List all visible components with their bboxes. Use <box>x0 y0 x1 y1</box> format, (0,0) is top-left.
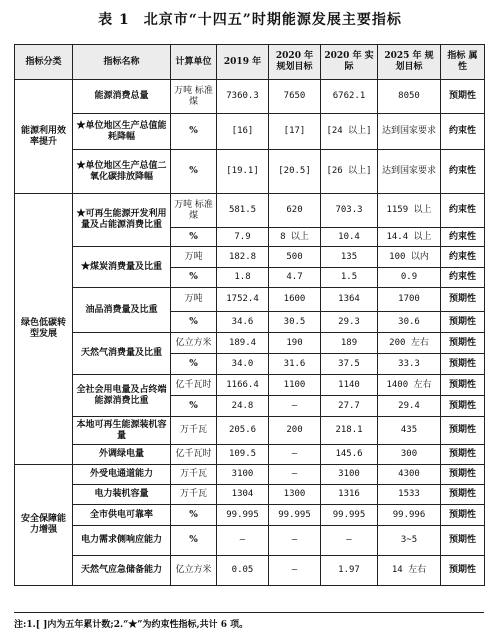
row-attr: 预期性 <box>441 445 485 465</box>
row-2020-actual: 1.5 <box>321 268 378 288</box>
row-unit: % <box>171 526 217 556</box>
row-name: ★单位地区生产总值二氧化碳排放降幅 <box>73 150 171 194</box>
row-2019: 1166.4 <box>217 375 269 396</box>
row-name: 全市供电可靠率 <box>73 505 171 526</box>
row-attr: 预期性 <box>441 375 485 396</box>
row-2020-actual: 3100 <box>321 465 378 485</box>
row-attr: 约束性 <box>441 114 485 150</box>
row-unit: % <box>171 354 217 375</box>
table-row <box>15 150 485 194</box>
table-title <box>0 9 500 29</box>
table-row <box>15 114 485 150</box>
category-efficiency: 能源利用效率提升 <box>15 80 73 194</box>
table-row <box>15 526 485 556</box>
row-2020-actual: 37.5 <box>321 354 378 375</box>
row-attr: 预期性 <box>441 80 485 114</box>
row-2019: 182.8 <box>217 247 269 268</box>
table-row <box>15 417 485 445</box>
row-2020-plan: 1100 <box>269 375 321 396</box>
row-2025-target: 1533 <box>378 485 441 505</box>
row-2020-actual: 703.3 <box>321 194 378 228</box>
row-2019: 99.995 <box>217 505 269 526</box>
table-title-text: 北京市“十四五”时期能源发展主要指标 <box>143 12 402 28</box>
row-2020-actual: 29.3 <box>321 312 378 333</box>
row-2020-plan: — <box>269 445 321 465</box>
row-unit: % <box>171 114 217 150</box>
row-attr: 预期性 <box>441 556 485 586</box>
row-2020-actual: [26 以上] <box>321 150 378 194</box>
row-2025-target: 33.3 <box>378 354 441 375</box>
row-unit: % <box>171 228 217 247</box>
row-2020-actual: 1140 <box>321 375 378 396</box>
row-name: ★单位地区生产总值能耗降幅 <box>73 114 171 150</box>
indicator-table <box>14 44 485 586</box>
row-unit: 亿千瓦时 <box>171 445 217 465</box>
table-number: 表 1 <box>98 12 130 28</box>
table-row <box>15 485 485 505</box>
row-2020-plan: 1600 <box>269 288 321 312</box>
row-2020-actual: 6762.1 <box>321 80 378 114</box>
table-row <box>15 247 485 268</box>
table-row <box>15 556 485 586</box>
row-name: 外受电通道能力 <box>73 465 171 485</box>
table-row <box>15 333 485 354</box>
row-attr: 预期性 <box>441 312 485 333</box>
row-unit: % <box>171 150 217 194</box>
row-2019: 7360.3 <box>217 80 269 114</box>
row-attr: 预期性 <box>441 417 485 445</box>
row-attr: 预期性 <box>441 354 485 375</box>
row-name: 本地可再生能源装机容量 <box>73 417 171 445</box>
row-name: 油品消费量及比重 <box>73 288 171 333</box>
row-2020-actual: 99.995 <box>321 505 378 526</box>
row-2025-target: 1400 左右 <box>378 375 441 396</box>
row-2025-target: 435 <box>378 417 441 445</box>
row-2020-plan: — <box>269 526 321 556</box>
row-2019: 1752.4 <box>217 288 269 312</box>
row-2020-actual: 1364 <box>321 288 378 312</box>
header-unit: 计算单位 <box>171 45 217 80</box>
row-name: 电力需求侧响应能力 <box>73 526 171 556</box>
row-unit: 亿千瓦时 <box>171 375 217 396</box>
row-unit: 万千瓦 <box>171 417 217 445</box>
table-row <box>15 80 485 114</box>
row-name: 全社会用电量及占终端能源消费比重 <box>73 375 171 417</box>
row-2025-target: 0.9 <box>378 268 441 288</box>
row-2020-plan: 200 <box>269 417 321 445</box>
row-unit: % <box>171 505 217 526</box>
row-2020-plan: 7650 <box>269 80 321 114</box>
row-attr: 预期性 <box>441 333 485 354</box>
row-2019: 205.6 <box>217 417 269 445</box>
row-2020-plan: — <box>269 396 321 417</box>
row-2020-plan: 8 以上 <box>269 228 321 247</box>
row-unit: 万吨 <box>171 288 217 312</box>
header-attr: 指标 属性 <box>441 45 485 80</box>
row-attr: 预期性 <box>441 526 485 556</box>
row-2025-target: 14 左右 <box>378 556 441 586</box>
row-2020-plan: 4.7 <box>269 268 321 288</box>
row-2020-actual: — <box>321 526 378 556</box>
row-name: ★煤炭消费量及比重 <box>73 247 171 288</box>
row-2020-actual: 1.97 <box>321 556 378 586</box>
table-row <box>15 465 485 485</box>
header-name: 指标名称 <box>73 45 171 80</box>
row-attr: 约束性 <box>441 194 485 228</box>
row-2020-actual: 135 <box>321 247 378 268</box>
category-security: 安全保障能力增强 <box>15 465 73 586</box>
row-2025-target: 100 以内 <box>378 247 441 268</box>
row-2025-target: 300 <box>378 445 441 465</box>
row-unit: 万吨 标准煤 <box>171 194 217 228</box>
row-2019: 7.9 <box>217 228 269 247</box>
table-note: 注:1.[ ]内为五年累计数;2.“★”为约束性指标,共计 6 项。 <box>14 612 484 630</box>
row-2025-target: 1159 以上 <box>378 194 441 228</box>
row-2020-plan: — <box>269 465 321 485</box>
row-2025-target: 达到国家要求 <box>378 150 441 194</box>
row-attr: 约束性 <box>441 268 485 288</box>
row-2019: 3100 <box>217 465 269 485</box>
row-2020-plan: [17] <box>269 114 321 150</box>
row-2025-target: 200 左右 <box>378 333 441 354</box>
row-2020-plan: [20.5] <box>269 150 321 194</box>
row-2020-actual: 1316 <box>321 485 378 505</box>
row-name: 外调绿电量 <box>73 445 171 465</box>
row-2025-target: 1700 <box>378 288 441 312</box>
row-name: 天然气消费量及比重 <box>73 333 171 375</box>
row-2019: 1.8 <box>217 268 269 288</box>
row-2025-target: 99.996 <box>378 505 441 526</box>
row-2025-target: 14.4 以上 <box>378 228 441 247</box>
row-2025-target: 3~5 <box>378 526 441 556</box>
row-2020-plan: — <box>269 556 321 586</box>
table-header-row <box>15 45 485 80</box>
header-2020-plan: 2020 年 规划目标 <box>269 45 321 80</box>
row-2019: 109.5 <box>217 445 269 465</box>
row-2020-actual: 145.6 <box>321 445 378 465</box>
table-row <box>15 288 485 312</box>
row-2019: [16] <box>217 114 269 150</box>
row-name: 天然气应急储备能力 <box>73 556 171 586</box>
row-unit: 万千瓦 <box>171 485 217 505</box>
header-2020-actual: 2020 年 实际 <box>321 45 378 80</box>
row-2019: 34.6 <box>217 312 269 333</box>
row-2019: 1304 <box>217 485 269 505</box>
table-row <box>15 445 485 465</box>
row-unit: % <box>171 268 217 288</box>
row-unit: 亿立方米 <box>171 333 217 354</box>
row-2020-actual: [24 以上] <box>321 114 378 150</box>
row-2019: 0.05 <box>217 556 269 586</box>
category-green: 绿色低碳转型发展 <box>15 194 73 465</box>
header-2025-target: 2025 年 规划目标 <box>378 45 441 80</box>
header-category: 指标分类 <box>15 45 73 80</box>
row-unit: % <box>171 312 217 333</box>
row-2025-target: 8050 <box>378 80 441 114</box>
row-attr: 预期性 <box>441 465 485 485</box>
row-2020-plan: 1300 <box>269 485 321 505</box>
row-unit: 亿立方米 <box>171 556 217 586</box>
row-2020-plan: 99.995 <box>269 505 321 526</box>
row-2020-plan: 190 <box>269 333 321 354</box>
row-2020-plan: 30.5 <box>269 312 321 333</box>
row-2019: 581.5 <box>217 194 269 228</box>
row-attr: 约束性 <box>441 228 485 247</box>
row-2019: — <box>217 526 269 556</box>
row-2020-actual: 218.1 <box>321 417 378 445</box>
row-name: 能源消费总量 <box>73 80 171 114</box>
row-2020-plan: 620 <box>269 194 321 228</box>
header-2019: 2019 年 <box>217 45 269 80</box>
row-unit: % <box>171 396 217 417</box>
row-attr: 约束性 <box>441 150 485 194</box>
row-unit: 万吨 标准煤 <box>171 80 217 114</box>
table-row <box>15 375 485 396</box>
row-2019: [19.1] <box>217 150 269 194</box>
row-2020-actual: 27.7 <box>321 396 378 417</box>
row-2020-plan: 500 <box>269 247 321 268</box>
row-2025-target: 达到国家要求 <box>378 114 441 150</box>
row-name: ★可再生能源开发利用量及占能源消费比重 <box>73 194 171 247</box>
row-attr: 约束性 <box>441 247 485 268</box>
table-row <box>15 505 485 526</box>
row-2020-actual: 189 <box>321 333 378 354</box>
row-attr: 预期性 <box>441 288 485 312</box>
table-row <box>15 194 485 228</box>
row-unit: 万吨 <box>171 247 217 268</box>
row-name: 电力装机容量 <box>73 485 171 505</box>
row-2019: 24.8 <box>217 396 269 417</box>
row-2019: 34.0 <box>217 354 269 375</box>
row-attr: 预期性 <box>441 396 485 417</box>
row-2019: 189.4 <box>217 333 269 354</box>
row-unit: 万千瓦 <box>171 465 217 485</box>
row-2025-target: 30.6 <box>378 312 441 333</box>
row-attr: 预期性 <box>441 505 485 526</box>
row-2020-actual: 10.4 <box>321 228 378 247</box>
row-2020-plan: 31.6 <box>269 354 321 375</box>
row-attr: 预期性 <box>441 485 485 505</box>
row-2025-target: 29.4 <box>378 396 441 417</box>
row-2025-target: 4300 <box>378 465 441 485</box>
